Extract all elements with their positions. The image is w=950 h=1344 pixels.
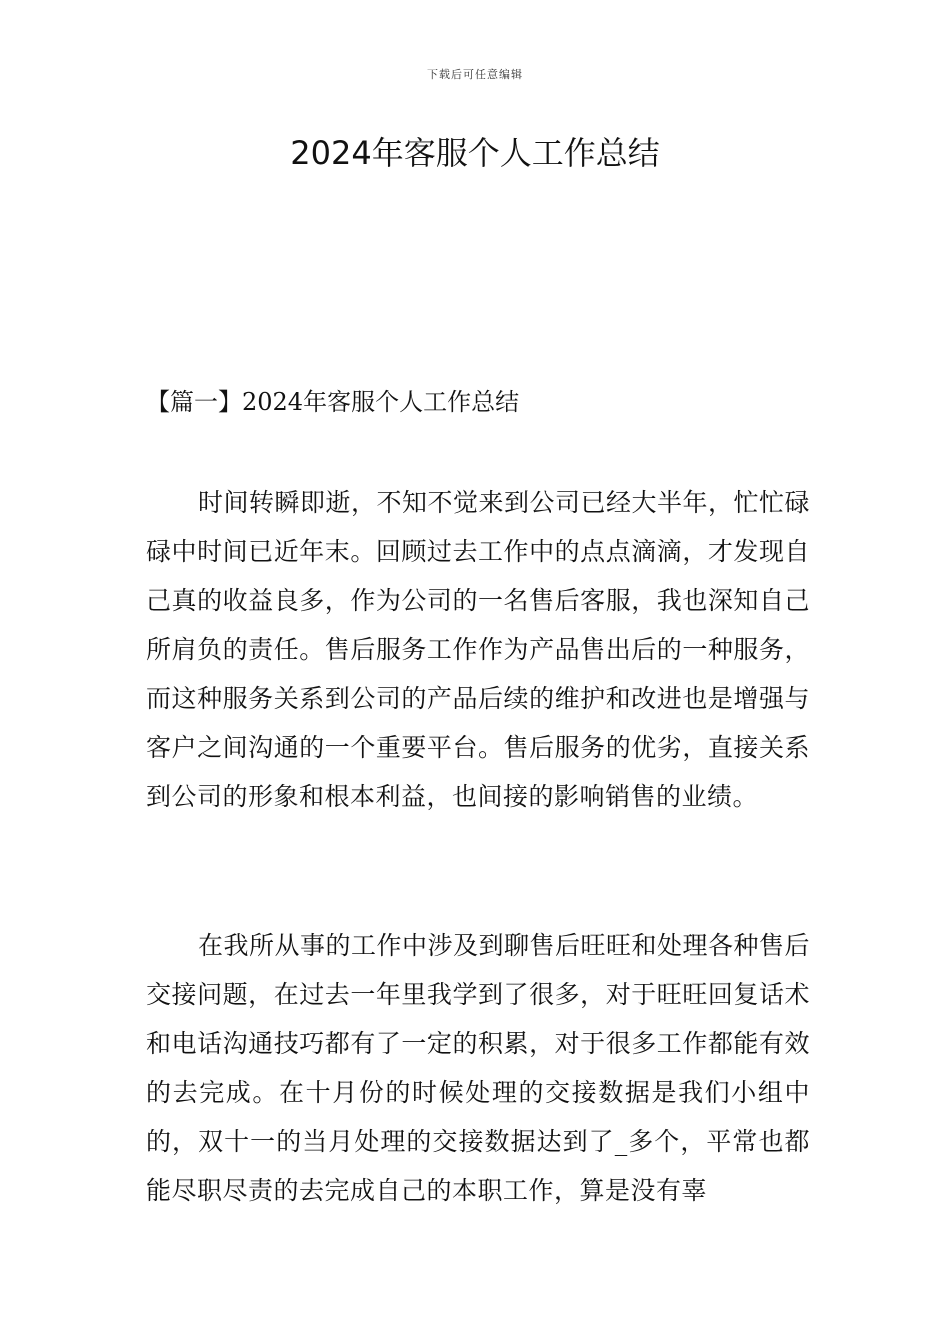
paragraph-2: 在我所从事的工作中涉及到聊售后旺旺和处理各种售后交接问题，在过去一年里我学到了很多，对于旺旺回复话术和电话沟通技巧都有了一定的积累，对于很多工作都能有效的去完成。在十月份的时候处理的交接数据是我们小组中的，双十一的当月处理的交接数据达到了_多个，平常也都能尽职尽责的去完成自己的本职工作，算是没有辜 — [146, 931, 811, 1205]
document-title: 2024年客服个人工作总结 — [290, 134, 660, 172]
section-heading: 【篇一】2024年客服个人工作总结 — [146, 388, 520, 416]
paragraph-1: 时间转瞬即逝，不知不觉来到公司已经大半年，忙忙碌碌中时间已近年末。回顾过去工作中的点点滴滴，才发现自己真的收益良多，作为公司的一名售后客服，我也深知自己所肩负的责任。售后服务工作作为产品售出后的一种服务，而这种服务关系到公司的产品后续的维护和改进也是增强与客户之间沟通的一个重要平台。售后服务的优劣，直接关系到公司的形象和根本利益，也间接的影响销售的业绩。 — [146, 488, 811, 811]
header-note: 下载后可任意编辑 — [427, 68, 523, 81]
